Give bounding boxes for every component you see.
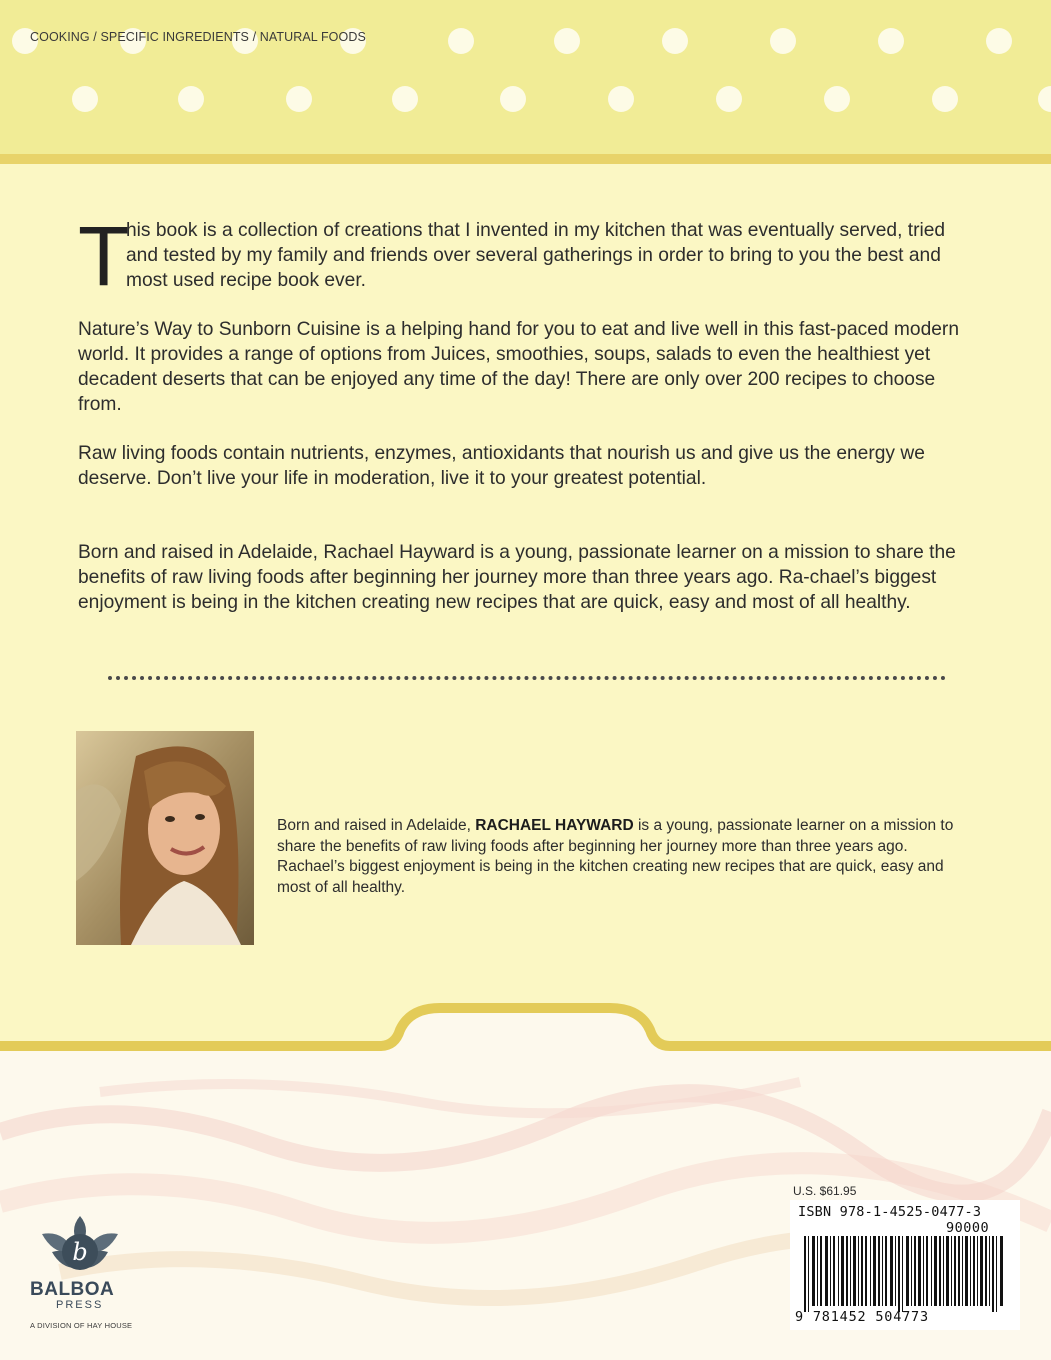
author-bio-intro: Born and raised in Adelaide, — [277, 817, 476, 834]
category-label: COOKING / SPECIFIC INGREDIENTS / NATURAL FOODS — [30, 30, 366, 44]
polka-dot-band — [0, 0, 1051, 158]
author-name: RACHAEL HAYWARD — [475, 817, 634, 834]
top-border — [0, 154, 1051, 164]
author-bio-text: is a young, passionate learner on a mission to share the benefits of raw living foods after beginning her journey more than three years ago. Rachael’s biggest enjoyment is being in the kitchen creating new recipes that are quick, easy and most of all healthy. — [277, 817, 954, 896]
price-label: U.S. $61.95 — [793, 1184, 857, 1198]
publisher-division: A DIVISION OF HAY HOUSE — [30, 1321, 133, 1330]
wave-divider — [0, 1000, 1051, 1060]
intro-paragraph: his book is a collection of creations that I invented in my kitchen that was eventually served, tried and tested by my family and friends over several gatherings in order to bring to you the best and most used recipe book ever. — [126, 220, 946, 291]
barcode-number: 9 781452 504773 — [795, 1309, 929, 1325]
description-paragraph-3: Raw living foods contain nutrients, enzymes, antioxidants that nourish us and give us the energy we deserve. Don’t live your life in moderation, live it to your greatest potential. — [78, 443, 925, 489]
isbn-text: ISBN 978-1-4525-0477-3 — [798, 1204, 982, 1220]
publisher-sub: PRESS — [56, 1299, 104, 1311]
drop-cap: T — [78, 209, 130, 303]
price-code: 90000 — [946, 1220, 990, 1236]
author-bio — [277, 816, 977, 898]
description-paragraph-4: Born and raised in Adelaide, Rachael Hayward is a young, passionate learner on a mission to share the benefits of raw living foods after beginning her journey more than three years ago. Ra-chael’s biggest enjoyment is being in the kitchen creating new recipes that are quick, easy and most of all healthy. — [78, 542, 956, 613]
dotted-divider — [108, 676, 946, 680]
publisher-logo-letter: b — [72, 1238, 88, 1266]
lotus-icon — [28, 1212, 138, 1282]
description-paragraph-2: Nature’s Way to Sunborn Cuisine is a helping hand for you to eat and live well in this fast-paced modern world. It provides a range of options from Juices, smoothies, soups, salads to even the healthiest yet decadent deserts that can be enjoyed any time of the day! There are only over 200 recipes to choose from. — [78, 319, 959, 415]
publisher-logo — [28, 1212, 138, 1332]
author-photo — [76, 731, 254, 945]
publisher-name: BALBOA — [30, 1279, 115, 1300]
